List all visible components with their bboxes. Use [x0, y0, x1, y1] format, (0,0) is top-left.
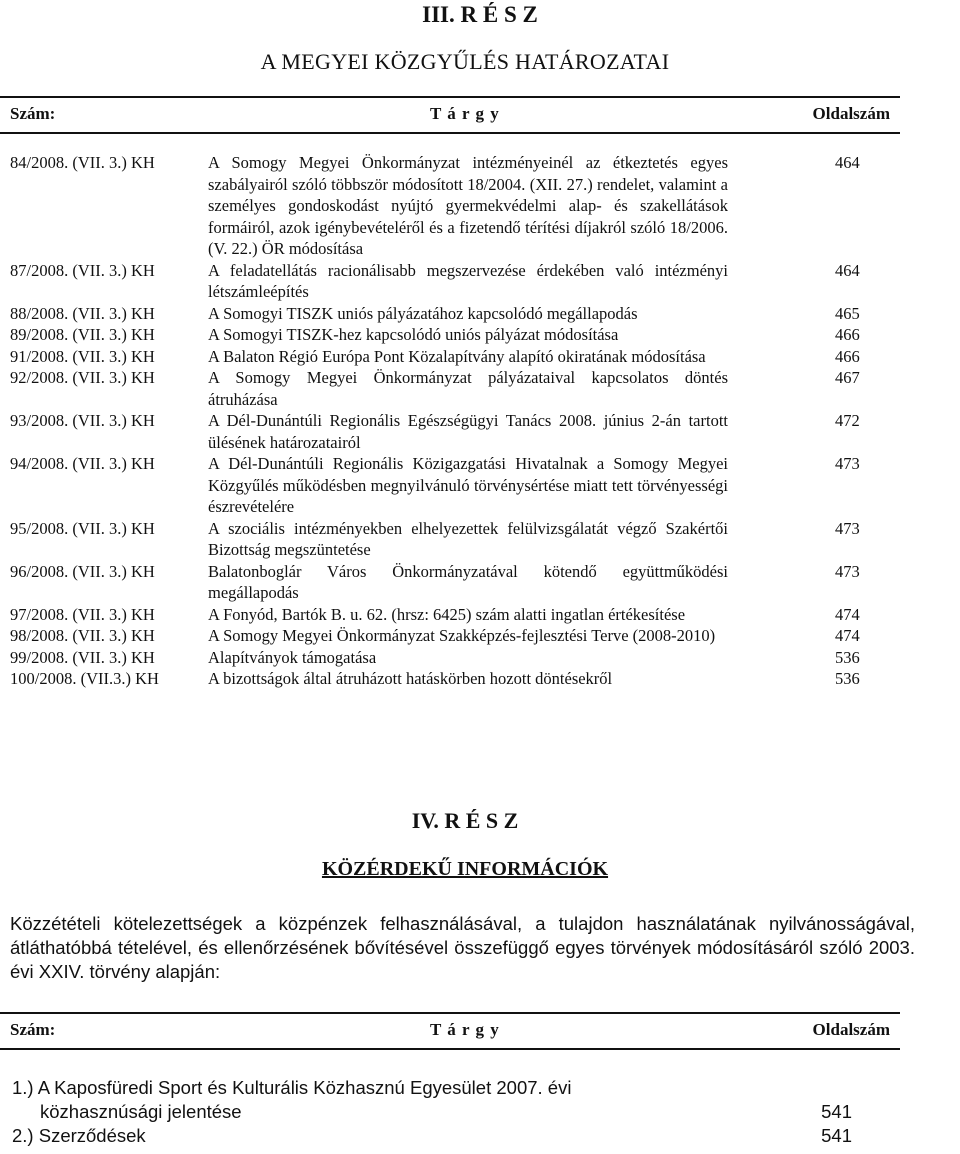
header-num-2: Szám: [10, 1020, 56, 1039]
resolution-subject: A Dél-Dunántúli Regionális Egészségügyi Tanács 2008. június 2-án tartott ülésének határozatairól [208, 411, 728, 452]
resolution-number: 93/2008. (VII. 3.) KH [10, 411, 155, 430]
resolution-number: 100/2008. (VII.3.) KH [10, 669, 159, 688]
header-subject: T á r g y [430, 104, 500, 123]
table-row [0, 647, 900, 669]
resolution-number: 98/2008. (VII. 3.) KH [10, 626, 155, 645]
info-list [12, 1076, 872, 1148]
header-num: Szám: [10, 104, 56, 123]
resolution-page: 474 [835, 604, 860, 624]
list-item [12, 1124, 872, 1148]
resolution-number: 97/2008. (VII. 3.) KH [10, 604, 155, 624]
table-row [0, 303, 900, 325]
part3-title: A MEGYEI KÖZGYŰLÉS HATÁROZATAI [260, 49, 670, 74]
resolution-subject: A Somogy Megyei Önkormányzat pályázataival kapcsolatos döntés átruházása [208, 368, 728, 409]
resolution-number: 88/2008. (VII. 3.) KH [10, 303, 155, 323]
resolution-page: 465 [835, 303, 860, 323]
resolution-subject: A bizottságok által átruházott hatáskörben hozott döntésekről [208, 669, 613, 688]
resolution-page: 466 [835, 325, 860, 344]
resolution-subject: A Somogy Megyei Önkormányzat Szakképzés-fejlesztési Terve (2008-2010) [208, 626, 716, 645]
table-row [0, 152, 900, 260]
info-item-page: 541 [821, 1101, 852, 1122]
info-item-title: 2.) Szerződések [12, 1125, 146, 1146]
resolution-page: 467 [835, 368, 860, 387]
resolution-subject: Alapítványok támogatása [208, 647, 377, 667]
resolution-number: 95/2008. (VII. 3.) KH [10, 518, 155, 538]
resolution-page: 473 [835, 561, 860, 581]
resolution-page: 464 [835, 260, 860, 280]
part4-title: KÖZÉRDEKŰ INFORMÁCIÓK [321, 858, 609, 880]
resolution-subject: A Somogyi TISZK-hez kapcsolódó uniós pályázat módosítása [208, 325, 619, 344]
table-header-2 [0, 1012, 900, 1050]
table-row [0, 518, 900, 561]
resolution-page: 464 [835, 153, 860, 172]
part4-heading: IV. R É S Z [411, 808, 519, 833]
table-header [0, 96, 900, 134]
resolution-page: 473 [835, 518, 860, 538]
resolution-number: 91/2008. (VII. 3.) KH [10, 346, 155, 366]
resolution-subject: A Somogyi TISZK uniós pályázatához kapcsolódó megállapodás [208, 303, 638, 323]
resolution-page: 466 [835, 346, 860, 366]
table-row [0, 260, 900, 303]
resolution-subject: A Balaton Régió Európa Pont Közalapítvány alapító okiratának módosítása [208, 346, 706, 366]
header-page-2: Oldalszám [812, 1020, 890, 1039]
part3-heading: III. R É S Z [422, 2, 538, 27]
resolution-subject: A Fonyód, Bartók B. u. 62. (hrsz: 6425) szám alatti ingatlan értékesítése [208, 604, 686, 624]
table-row [0, 453, 900, 518]
resolution-number: 89/2008. (VII. 3.) KH [10, 325, 155, 344]
list-item [12, 1076, 872, 1124]
resolution-number: 96/2008. (VII. 3.) KH [10, 561, 155, 581]
resolution-page: 473 [835, 454, 860, 473]
part4-intro: Közzétételi kötelezettségek a közpénzek felhasználásával, a tulajdon használatának nyilvánosságával, átláthatóbbá tételével, és ellenőrzésének bővítésével összefüggő egyes törvények módosításáról szóló 2003. évi XXIV. törvény alapján: [10, 913, 915, 982]
table-row [0, 410, 900, 453]
table-row [0, 324, 900, 346]
resolution-subject: A Dél-Dunántúli Regionális Közigazgatási Hivatalnak a Somogy Megyei Közgyűlés működésben megnyilvánuló törvénysértése miatt tett törvényességi észrevételére [208, 454, 728, 516]
resolution-page: 472 [835, 411, 860, 430]
resolution-subject: A Somogy Megyei Önkormányzat intézményeinél az étkeztetés egyes szabályairól szóló többször módosított 18/2004. (XII. 27.) rendelet, valamint a személyes gondoskodást nyújtó gyermekvédelmi alap- és szakellátások formáiról, azok igénybevételéről és a fizetendő térítési díjakról szóló 18/2006. (V. 22.) ÖR módosítása [208, 153, 728, 258]
header-subject-2: T á r g y [430, 1020, 500, 1039]
resolution-subject: Balatonboglár Város Önkormányzatával kötendő együttműködési megállapodás [208, 561, 728, 602]
resolution-page: 474 [835, 626, 860, 645]
resolution-subject: A szociális intézményekben elhelyezettek felülvizsgálatát végző Szakértői Bizottság megszüntetése [208, 518, 728, 559]
resolution-number: 87/2008. (VII. 3.) KH [10, 260, 155, 280]
resolution-page: 536 [835, 647, 860, 667]
header-page: Oldalszám [812, 104, 890, 123]
resolutions-list [0, 152, 900, 690]
resolution-number: 99/2008. (VII. 3.) KH [10, 647, 155, 667]
info-item-page: 541 [821, 1125, 852, 1146]
resolution-number: 84/2008. (VII. 3.) KH [10, 153, 155, 172]
resolution-subject: A feladatellátás racionálisabb megszervezése érdekében való intézményi létszámleépítés [208, 260, 728, 301]
table-row [0, 346, 900, 368]
table-row [0, 561, 900, 604]
resolution-page: 536 [835, 669, 860, 688]
table-row [0, 668, 900, 690]
resolution-number: 92/2008. (VII. 3.) KH [10, 368, 155, 387]
resolution-number: 94/2008. (VII. 3.) KH [10, 454, 155, 473]
table-row [0, 604, 900, 626]
table-row [0, 367, 900, 410]
info-item-title: 1.) A Kaposfüredi Sport és Kulturális Közhasznú Egyesület 2007. évi [12, 1077, 572, 1098]
info-item-title-cont: közhasznúsági jelentése [40, 1101, 242, 1122]
table-row [0, 625, 900, 647]
